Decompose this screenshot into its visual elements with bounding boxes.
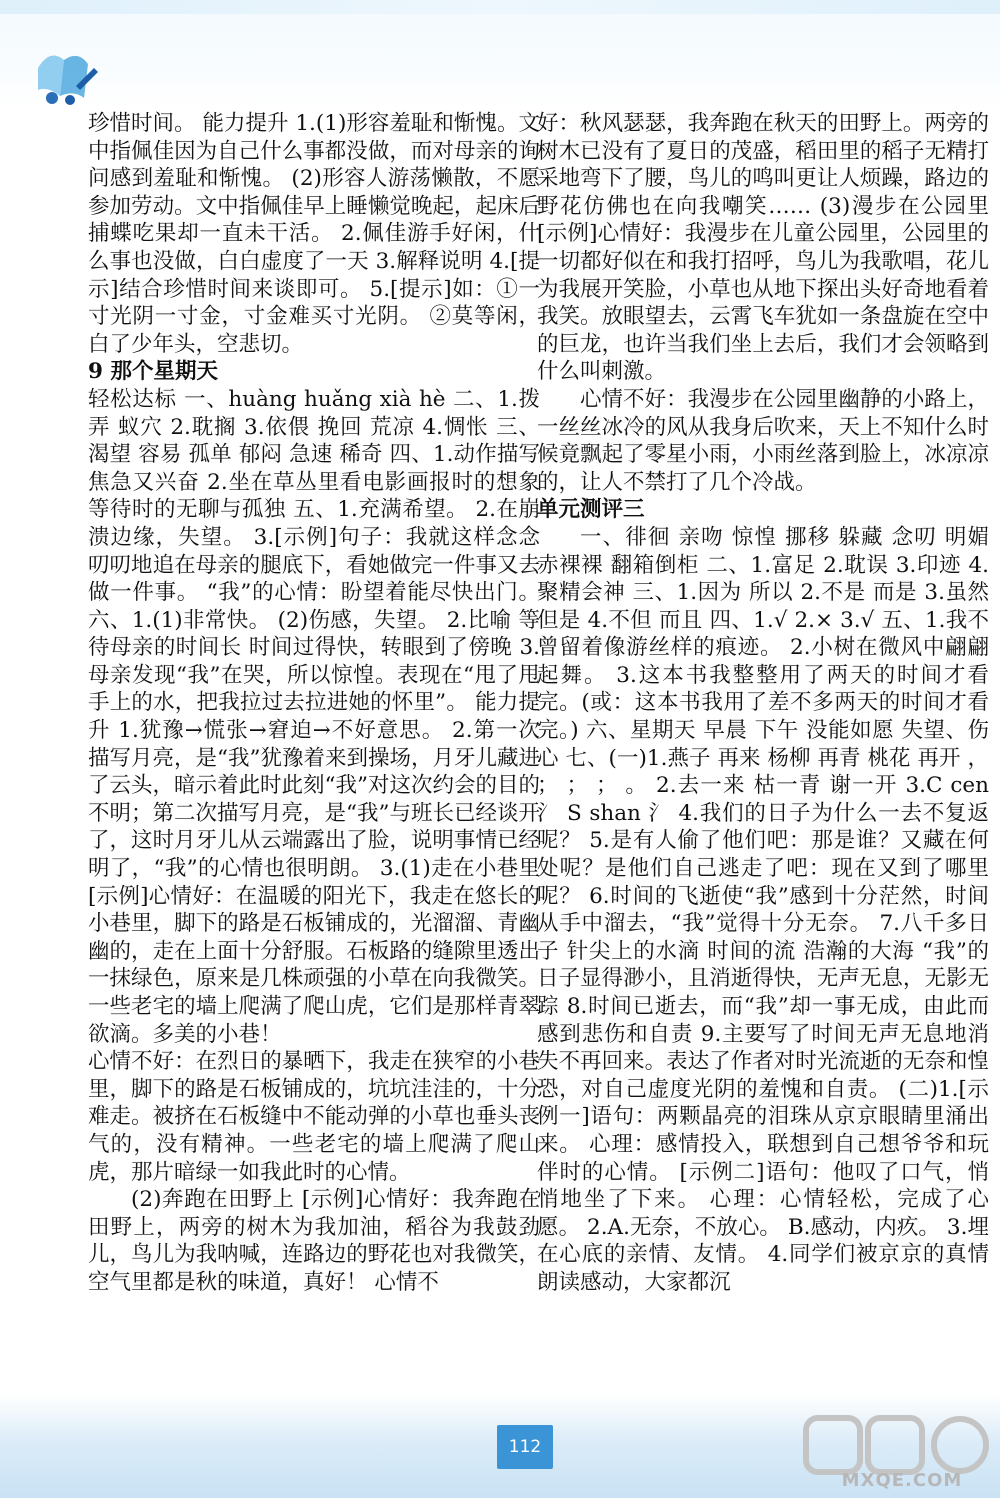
section-heading: 9 那个星期天 [88,359,218,385]
answer-paragraph: 一、徘徊 亲吻 惊惶 挪移 躲藏 念叨 明媚 赤裸裸 翻箱倒柜 二、1.富足 2.耽误 3.印迹 4.聚精会神 三、1.因为 所以 2.不是 而是 3.虽然 但是 4.不但 而且 四、1.√ 2.× 3.√ 五、1.我不曾留着像游丝样的痕迹。 2.小树在微风中翩翩起舞。 3.这本书我整整用了两天的时间才看完。(或：这本书我用了差不多两天的时间才看完。) 六、星期天 早晨 下午 没能如愿 失望、伤心 七、(一)1.燕子 再来 杨柳 再青 桃花 再开 ， ； ； ； 。 2.去一来 枯一青 谢一开 3.C cen 氵 S shan 氵 4.我们的日子为什么一去不复返呢？ 5.是有人偷了他们吧：那是谁？又藏在何处呢？是他们自己逃走了吧：现在又到了哪里呢？ 6.时间的飞逝使“我”感到十分茫然，时间从手中溜去，“我”觉得十分无奈。 7.八千多日子 针尖上的水滴 时间的流 浩瀚的大海 “我”的日子显得渺小，且消逝得快，无声无息，无影无踪 8.时间已逝去，而“我”却一事无成，由此而感到悲伤和自责 9.主要写了时间无声无息地消失不再回来。表达了作者对时光流逝的无奈和惶恐，对自己虚度光阴的羞愧和自责。 (二)1.[示例一]语句：两颗晶亮的泪珠从京京眼睛里涌出来。 心理：感情投入，联想到自己想爷爷和玩伴时的心情。 [示例二]语句：他叹了口气，悄悄地坐了下来。 心理：心情轻松，完成了心愿。 2.A.无奈，不放心。 B.感动，内疚。 3.埋在心底的亲情、友情。 4.同学们被京京的真情朗读感动，大家都沉 [537,524,989,1295]
answer-paragraph: 心情不好：在烈日的暴晒下，我走在狭窄的小巷里，脚下的路是石板铺成的，坑坑洼洼的，十分难走。被挤在石板缝中不能动弹的小草也垂头丧气的，没有精神。一些老宅的墙上爬满了爬山虎，那片暗绿一如我此时的心情。 [88,1049,540,1185]
book-logo-icon [30,38,102,110]
page-number: 112 [497,1425,553,1469]
answer-paragraph: 轻松达标 一、huàng huǎng xià hè 二、1.拨弄 蚁穴 2.耽搁 3.依偎 挽回 荒凉 4.惆怅 三、渴望 容易 孤单 郁闷 急速 稀奇 四、1.动作描写 焦急又兴奋 2.坐在草丛里看电影画报时的想象 等待时的无聊与孤独 五、1.充满希望。 2.在崩溃边缘，失望。 3.[示例]句子：我就这样念念叨叨地追在母亲的腿底下，看她做完一件事又去做一件事。 “我”的心情：盼望着能尽快出门。 六、1.(1)非常快。 (2)伤感，失望。 2.比喻 等待母亲的时间长 时间过得快，转眼到了傍晚 3.母亲发现“我”在哭，所以惊惶。表现在“甩了甩手上的水，把我拉过去拉进她的怀里”。 能力提升 1.犹豫→慌张→窘迫→不好意思。 2.第一次描写月亮，是“我”犹豫着来到操场，月牙儿藏进了云头，暗示着此时此刻“我”对这次约会的目的不明；第二次描写月亮，是“我”与班长已经谈开了，这时月牙儿从云端露出了脸，说明事情已经明了，“我”的心情也很明朗。 3.(1)走在小巷里 [示例]心情好：在温暖的阳光下，我走在悠长的小巷里，脚下的路是石板铺成的，光溜溜、青幽幽的，走在上面十分舒服。石板路的缝隙里透出一抹绿色，原来是几株顽强的小草在向我微笑。一些老宅的墙上爬满了爬山虎，它们是那样青翠欲滴。多美的小巷！ [88,386,540,1047]
left-column [88,110,540,1297]
answer-paragraph: (2)奔跑在田野上 [示例]心情好：我奔跑在田野上，两旁的树木为我加油，稻谷为我鼓劲儿，鸟儿为我呐喊，连路边的野花也对我微笑，空气里都是秋的味道，真好！ 心情不 [88,1187,540,1295]
page-top-background [0,0,1000,110]
right-column [537,110,989,1297]
section-heading: 单元测评三 [537,497,645,523]
answer-paragraph: 珍惜时间。 能力提升 1.(1)形容羞耻和惭愧。文中指佩佳因为自己什么事都没做，而对母亲的询问感到羞耻和惭愧。 (2)形容人游荡懒散，不愿参加劳动。文中指佩佳早上睡懒觉晚起，起床后捕蝶吃果却一直未干活。 2.佩佳游手好闲，什么事也没做，白白虚度了一天 3.解释说明 4.[提示]结合珍惜时间来谈即可。 5.[提示]如：①一寸光阴一寸金，寸金难买寸光阴。 ②莫等闲，白了少年头，空悲切。 [88,111,540,357]
answer-paragraph: 好：秋风瑟瑟，我奔跑在秋天的田野上。两旁的树木已没有了夏日的茂盛，稻田里的稻子无精打采地弯下了腰，鸟儿的鸣叫更让人烦躁，路边的野花仿佛也在向我嘲笑…… (3)漫步在公园里 [示例]心情好：我漫步在儿童公园里，公园里的一切都好似在和我打招呼，鸟儿为我歌唱，花儿为我展开笑脸，小草也从地下探出头好奇地看着我笑。放眼望去，云霄飞车犹如一条盘旋在空中的巨龙，也许当我们坐上去后，我们才会领略到什么叫刺激。 [537,111,989,385]
watermark-site-text: MXQE.COM [841,1470,963,1491]
answer-paragraph: 心情不好：我漫步在公园里幽静的小路上，一丝丝冰冷的风从我身后吹来，天上不知什么时候竟飘起了零星小雨，小雨丝落到脸上，冰凉凉的，让人不禁打了几个冷战。 [537,386,989,495]
top-decor-strip [0,0,1000,14]
